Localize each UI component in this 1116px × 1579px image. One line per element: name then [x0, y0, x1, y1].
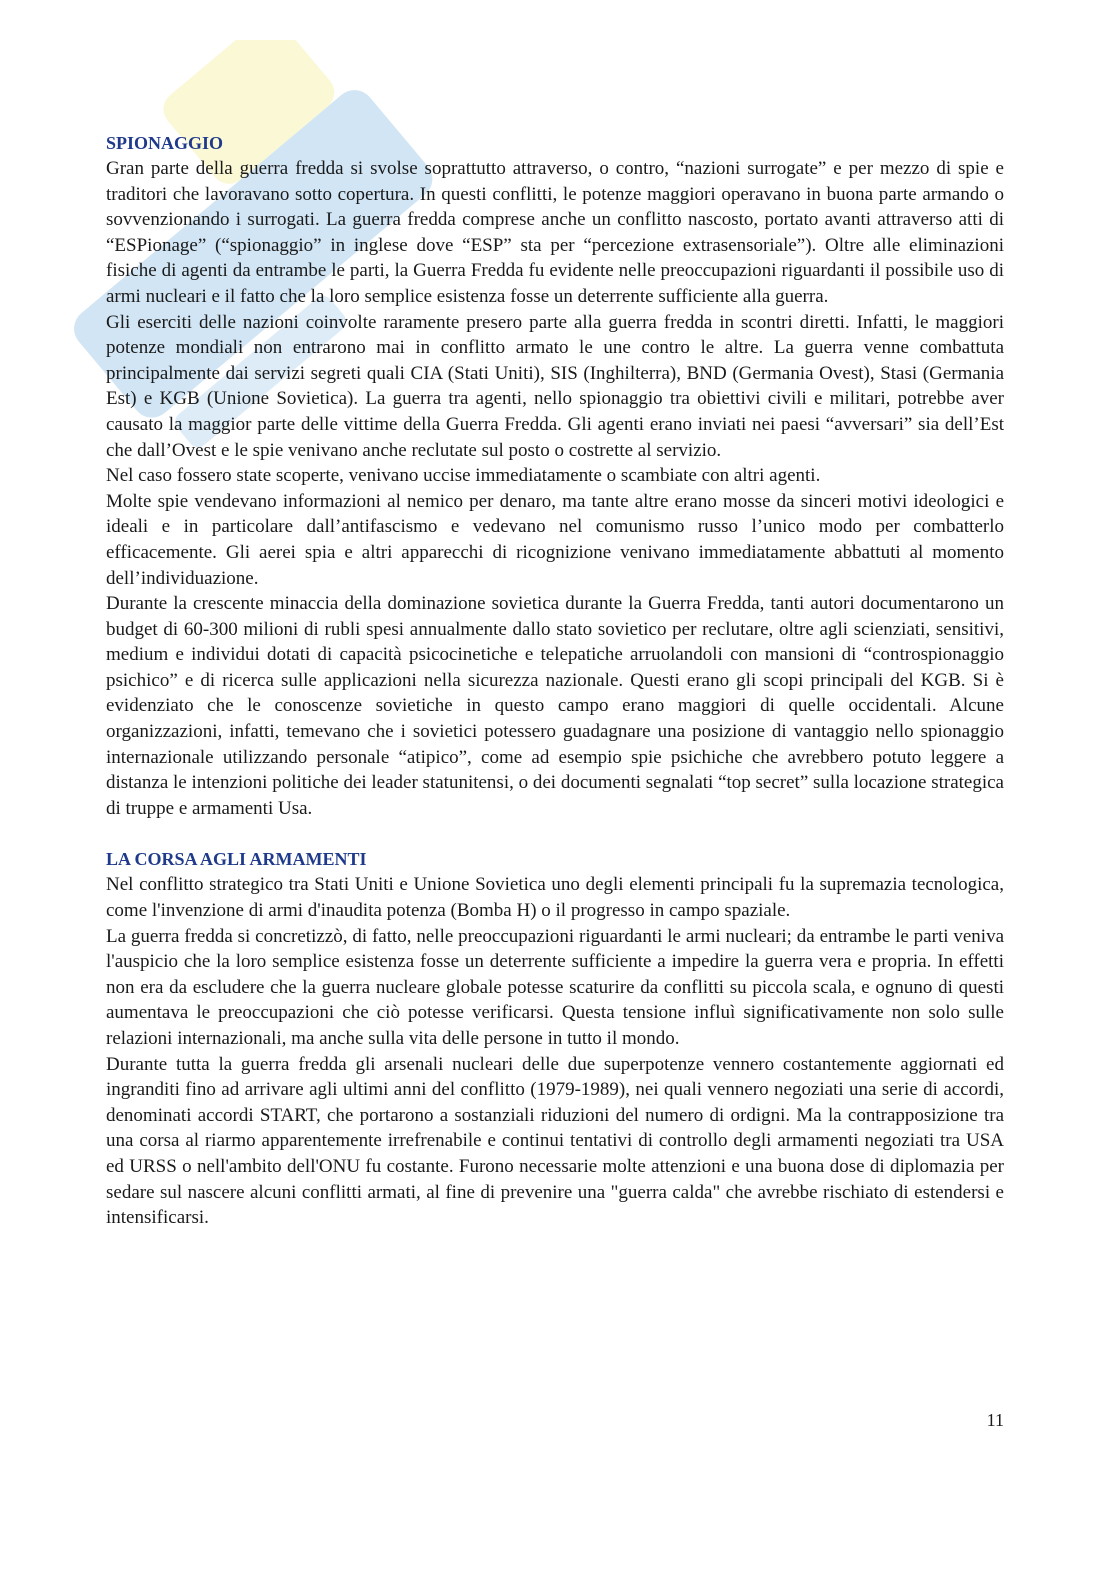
paragraph: La guerra fredda si concretizzò, di fatto, nelle preoccupazioni riguardanti le armi nucleari; da entrambe le parti veniva l'auspicio che la loro semplice esistenza fosse un deterrente sufficiente a impedire la guerra vera e propria. In effetti non era da escludere che la guerra nucleare globale potesse scaturire da conflitti su piccola scala, e ognuno di questi aumentava le preoccupazioni che ciò potesse verificarsi. Questa tensione influì significativamente non solo sulle relazioni internazionali, ma anche sulla vita delle persone in tutto il mondo.	[106, 925, 1004, 1049]
paragraph: Nel conflitto strategico tra Stati Uniti e Unione Sovietica uno degli elementi principali fu la supremazia tecnologica, come l'invenzione di armi d'inaudita potenza (Bomba H) o il progresso in campo spaziale.	[106, 874, 1004, 922]
paragraph: Gli eserciti delle nazioni coinvolte raramente presero parte alla guerra fredda in scontri diretti. Infatti, le maggiori potenze mondiali non entrarono mai in conflitto armato le une contro le altre. La guerra venne combattuta principalmente dai servizi segreti quali CIA (Stati Uniti), SIS (Inghilterra), BND (Germania Ovest), Stasi (Germania Est) e KGB (Unione Sovietica). La guerra tra agenti, nello spionaggio tra obiettivi civili e militari, potrebbe aver causato la maggior parte delle vittime della Guerra Fredda. Gli agenti erano inviati nei paesi “avversari” sia dell’Est che dall’Ovest e le spie venivano anche reclutate sul posto o costrette al servizio.	[106, 311, 1004, 461]
page-number: 11	[986, 1410, 1004, 1430]
section-spacer	[106, 821, 1004, 846]
paragraph: Durante tutta la guerra fredda gli arsenali nucleari delle due superpotenze vennero costantemente aggiornati ed ingranditi fino ad arrivare agli ultimi anni del conflitto (1979-1989), nei quali vennero negoziati una serie di accordi, denominati accordi START, che portarono a sostanziali riduzioni del numero di ordigni. Ma la contrapposizione tra una corsa al riarmo apparentemente irrefrenabile e continui tentativi di controllo degli armamenti negoziati tra USA ed URSS o nell'ambito dell'ONU fu costante. Furono necessarie molte attenzioni e una buona dose di diplomazia per sedare sul nascere alcuni conflitti armati, al fine di prevenire una "guerra calda" che avrebbe rischiato di estendersi e intensificarsi.	[106, 1053, 1004, 1229]
paragraph: Gran parte della guerra fredda si svolse soprattutto attraverso, o contro, “nazioni surrogate” e per mezzo di spie e traditori che lavoravano sotto copertura. In questi conflitti, le potenze maggiori operavano in buona parte armando o sovvenzionando i surrogati. La guerra fredda comprese anche un conflitto nascosto, portato avanti attraverso atti di “ESPionage” (“spionaggio” in inglese dove “ESP” sta per “percezione extrasensoriale”). Oltre alle eliminazioni fisiche di agenti da entrambe le parti, la Guerra Fredda fu evidente nelle preoccupazioni riguardanti il possibile uso di armi nucleari e il fatto che la loro semplice esistenza fosse un deterrente sufficiente alla guerra.	[106, 158, 1004, 307]
section-title: LA CORSA AGLI ARMAMENTI	[106, 849, 367, 870]
section-spionaggio	[106, 130, 1004, 821]
document-body	[106, 130, 1004, 1231]
section-corsa-armamenti	[106, 846, 1004, 1230]
section-title: SPIONAGGIO	[106, 133, 224, 153]
paragraph: Durante la crescente minaccia della dominazione sovietica durante la Guerra Fredda, tanti autori documentarono un budget di 60-300 milioni di rubli spesi annualmente dallo stato sovietico per reclutare, oltre agli scienziati, sensitivi, medium e individui dotati di capacità psicocinetiche e telepatiche arruolandoli con mansioni di “controspionaggio psichico” e di ricerca sulle applicazioni nella sicurezza nazionale. Questi erano gli scopi principali del KGB. Si è evidenziato che le conoscenze sovietiche in questo campo erano maggiori di quelle occidentali. Alcune organizzazioni, infatti, temevano che i sovietici potessero guadagnare una posizione di vantaggio nello spionaggio internazionale utilizzando personale “atipico”, come ad esempio spie psichiche che avrebbero potuto leggere a distanza le intenzioni politiche dei leader statunitensi, o dei documenti segnalati “top secret” sulla locazione strategica di truppe e armamenti Usa.	[106, 593, 1004, 819]
paragraph: Molte spie vendevano informazioni al nemico per denaro, ma tante altre erano mosse da sinceri motivi ideologici e ideali e in particolare dall’antifascismo e vedevano nel comunismo russo l’unico modo per combatterlo efficacemente. Gli aerei spia e altri apparecchi di ricognizione venivano immediatamente abbattuti al momento dell’individuazione.	[106, 490, 1004, 589]
paragraph: Nel caso fossero state scoperte, venivano uccise immediatamente o scambiate con altri agenti.	[106, 465, 821, 487]
